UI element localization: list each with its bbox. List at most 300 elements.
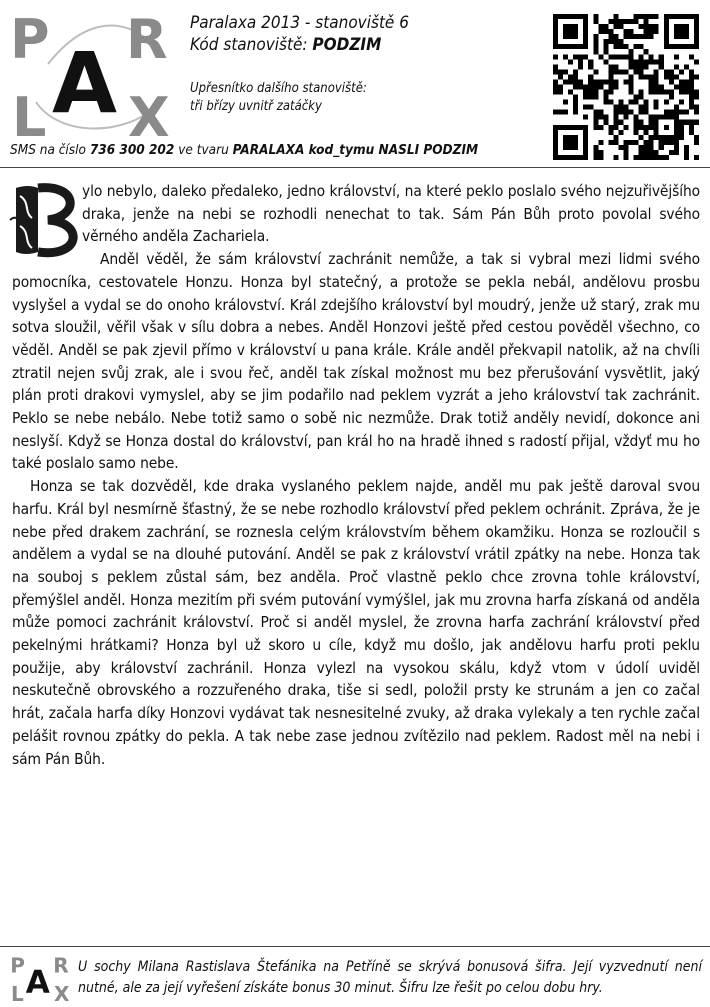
qr-module	[593, 39, 598, 44]
qr-module	[603, 44, 608, 49]
qr-module	[654, 155, 659, 160]
qr-module	[623, 34, 628, 39]
qr-module	[618, 69, 623, 74]
qr-module	[669, 79, 674, 84]
qr-module	[618, 100, 623, 105]
qr-module	[613, 84, 618, 89]
qr-module	[644, 24, 649, 29]
qr-module	[553, 110, 558, 115]
qr-module	[679, 90, 684, 95]
qr-module	[689, 95, 694, 100]
station-code-label: Kód stanoviště:	[190, 35, 308, 55]
qr-module	[629, 100, 634, 105]
qr-module	[588, 79, 593, 84]
qr-module	[563, 79, 568, 84]
qr-module	[674, 145, 679, 150]
qr-module	[644, 100, 649, 105]
logo-letter-a: A	[52, 34, 118, 132]
qr-module	[608, 140, 613, 145]
qr-module	[679, 130, 684, 135]
qr-module	[613, 54, 618, 59]
qr-module	[684, 120, 689, 125]
hint-line-2: tři břízy uvnitř zatáčky	[190, 99, 322, 114]
qr-module	[603, 95, 608, 100]
qr-module	[608, 29, 613, 34]
qr-module	[649, 90, 654, 95]
qr-module	[654, 24, 659, 29]
qr-module	[623, 54, 628, 59]
qr-module	[634, 115, 639, 120]
qr-module	[573, 110, 578, 115]
qr-module	[588, 84, 593, 89]
sms-number: 736 300 202	[89, 142, 175, 158]
qr-module	[568, 74, 573, 79]
qr-module	[613, 135, 618, 140]
logo-letter-l: L	[12, 86, 47, 141]
qr-module	[689, 79, 694, 84]
qr-module	[639, 155, 644, 160]
footer-logo-letter-p: P	[10, 953, 25, 978]
qr-module	[563, 54, 568, 59]
qr-module	[623, 79, 628, 84]
qr-module	[623, 150, 628, 155]
qr-module	[639, 34, 644, 39]
qr-module	[639, 110, 644, 115]
qr-module	[629, 19, 634, 24]
qr-module	[679, 135, 684, 140]
qr-module	[644, 59, 649, 64]
qr-module	[639, 74, 644, 79]
qr-module	[644, 110, 649, 115]
qr-module	[644, 34, 649, 39]
qr-module	[608, 125, 613, 130]
qr-module	[573, 95, 578, 100]
qr-module	[689, 105, 694, 110]
qr-module	[558, 90, 563, 95]
qr-module	[634, 140, 639, 145]
qr-module	[603, 39, 608, 44]
qr-module	[583, 95, 588, 100]
qr-module	[679, 79, 684, 84]
qr-module	[613, 115, 618, 120]
qr-module	[618, 130, 623, 135]
qr-module	[664, 140, 669, 145]
qr-module	[689, 125, 694, 130]
sms-prefix: SMS na číslo	[10, 142, 86, 158]
paralaxa-logo-small	[8, 953, 74, 1003]
qr-module	[644, 64, 649, 69]
qr-module	[684, 150, 689, 155]
qr-module	[644, 140, 649, 145]
qr-module	[588, 64, 593, 69]
qr-module	[679, 69, 684, 74]
qr-module	[644, 155, 649, 160]
qr-module	[618, 39, 623, 44]
qr-module	[573, 69, 578, 74]
qr-module	[674, 110, 679, 115]
qr-module	[674, 150, 679, 155]
qr-module	[578, 79, 583, 84]
qr-module	[649, 125, 654, 130]
qr-module	[618, 19, 623, 24]
qr-module	[593, 19, 598, 24]
qr-module	[598, 84, 603, 89]
qr-module	[679, 84, 684, 89]
qr-module	[558, 84, 563, 89]
qr-module	[608, 54, 613, 59]
qr-module	[603, 29, 608, 34]
qr-module	[618, 145, 623, 150]
qr-module	[634, 120, 639, 125]
qr-module	[568, 59, 573, 64]
qr-module	[598, 140, 603, 145]
qr-module	[629, 110, 634, 115]
qr-module	[684, 90, 689, 95]
qr-module	[603, 24, 608, 29]
qr-module	[593, 44, 598, 49]
qr-module	[578, 54, 583, 59]
qr-module	[618, 120, 623, 125]
qr-module	[613, 105, 618, 110]
qr-module	[639, 14, 644, 19]
qr-module	[684, 110, 689, 115]
qr-module	[593, 110, 598, 115]
qr-module	[553, 90, 558, 95]
qr-module	[608, 74, 613, 79]
qr-module	[629, 34, 634, 39]
qr-module	[669, 140, 674, 145]
qr-module	[644, 49, 649, 54]
qr-module	[674, 140, 679, 145]
ornate-letter-b-icon	[8, 182, 78, 258]
logo-letter-x: X	[128, 86, 170, 141]
story-paragraph-1	[12, 180, 700, 248]
qr-module	[583, 90, 588, 95]
qr-module	[634, 125, 639, 130]
qr-module	[608, 34, 613, 39]
qr-module	[639, 120, 644, 125]
qr-module	[553, 69, 558, 74]
qr-module	[573, 105, 578, 110]
qr-module	[598, 79, 603, 84]
qr-module	[639, 150, 644, 155]
qr-module	[694, 105, 699, 110]
qr-module	[583, 84, 588, 89]
qr-module	[634, 95, 639, 100]
qr-module	[654, 105, 659, 110]
qr-module	[623, 29, 628, 34]
qr-module	[639, 54, 644, 59]
qr-module	[603, 90, 608, 95]
qr-module	[689, 69, 694, 74]
qr-module	[669, 110, 674, 115]
qr-module	[613, 39, 618, 44]
qr-module	[629, 64, 634, 69]
qr-module	[654, 90, 659, 95]
qr-module	[679, 120, 684, 125]
qr-module	[654, 84, 659, 89]
qr-module	[613, 155, 618, 160]
qr-module	[629, 140, 634, 145]
qr-module	[613, 140, 618, 145]
qr-module	[689, 54, 694, 59]
qr-module	[684, 79, 689, 84]
qr-module	[689, 90, 694, 95]
header-divider	[0, 167, 710, 168]
qr-module	[634, 44, 639, 49]
qr-module	[598, 29, 603, 34]
qr-module	[644, 130, 649, 135]
qr-module	[694, 120, 699, 125]
qr-module	[639, 135, 644, 140]
qr-module	[634, 69, 639, 74]
qr-module	[649, 79, 654, 84]
qr-module	[603, 49, 608, 54]
story-paragraph-2: Anděl věděl, že sám království zachránit nemůže, a tak si vybral mezi lidmi svého pomocníka, cestovatele Honzu. Honza byl statečný, a protože se pekla nebál, andělovu prosbu vyslyšel a vydal se do onoho království. Král zdejšího království byl moudrý, jenže už starý, zrak mu sotva sloužil, věřil však v sílu dobra a nebes. Anděl Honzovi ještě před cestou pověděl všechno, co věděl. Anděl se pak zjevil přímo v království u pana krále. Krále anděl překvapil natolik, až na chvíli ztratil nejen svůj zrak, ale i svou řeč, anděl tak získal možnost mu bez přerušování vysvětlit, jaký plán proti drakovi vymyslel, aby se jim podařilo nad peklem vyzrát a jeho království tak zachránit. Peklo se nebe nebálo. Nebe totiž samo o sobě nic nezmůže. Drak totiž anděly nevidí, dokonce ani neslyší. Když se Honza dostal do království, pan král ho na hradě ihned s radostí přijal, vždyť mu ho také poslalo samo nebe.	[12, 250, 700, 473]
qr-module	[694, 74, 699, 79]
qr-module	[689, 100, 694, 105]
qr-module	[598, 110, 603, 115]
station-code-value: PODZIM	[312, 35, 382, 55]
qr-module	[593, 95, 598, 100]
qr-module	[664, 110, 669, 115]
qr-module	[649, 29, 654, 34]
qr-module	[664, 69, 669, 74]
qr-module	[629, 79, 634, 84]
qr-module	[613, 110, 618, 115]
qr-module	[694, 135, 699, 140]
qr-module	[639, 145, 644, 150]
qr-module	[634, 34, 639, 39]
qr-module	[583, 115, 588, 120]
qr-module	[578, 64, 583, 69]
qr-module	[664, 100, 669, 105]
qr-module	[689, 130, 694, 135]
qr-module	[689, 120, 694, 125]
qr-module	[639, 59, 644, 64]
qr-module	[623, 155, 628, 160]
qr-module	[634, 155, 639, 160]
bonus-cipher-note: U sochy Milana Rastislava Štefánika na Petříně se skrývá bonusová šifra. Její vyzvednutí není nutné, ale za její vyřešení získáte bonus 30 minut. Šifru lze řešit po celou dobu hry.	[78, 959, 702, 996]
qr-module	[649, 145, 654, 150]
qr-module	[613, 120, 618, 125]
qr-module	[634, 100, 639, 105]
qr-module	[588, 74, 593, 79]
qr-module	[593, 145, 598, 150]
qr-module	[558, 74, 563, 79]
qr-module	[613, 44, 618, 49]
qr-module	[573, 54, 578, 59]
logo-letter-p: P	[10, 8, 50, 71]
qr-module	[553, 54, 558, 59]
qr-module	[613, 125, 618, 130]
footer-logo-letter-r: R	[53, 953, 69, 978]
qr-module	[593, 49, 598, 54]
qr-align-core	[664, 125, 669, 130]
qr-module	[623, 125, 628, 130]
qr-finder-core	[563, 135, 578, 150]
qr-module	[639, 44, 644, 49]
qr-module	[598, 150, 603, 155]
qr-module	[608, 84, 613, 89]
qr-module	[684, 64, 689, 69]
logo-letter-r: R	[126, 8, 168, 71]
qr-module	[588, 90, 593, 95]
qr-module	[694, 90, 699, 95]
footer-divider	[0, 946, 710, 947]
qr-module	[694, 110, 699, 115]
qr-module	[659, 59, 664, 64]
qr-module	[583, 105, 588, 110]
qr-module	[639, 125, 644, 130]
qr-module	[669, 150, 674, 155]
qr-module	[639, 105, 644, 110]
qr-module	[608, 69, 613, 74]
qr-module	[593, 90, 598, 95]
qr-module	[578, 59, 583, 64]
qr-module	[588, 59, 593, 64]
qr-module	[613, 69, 618, 74]
qr-module	[603, 115, 608, 120]
qr-module	[613, 79, 618, 84]
qr-module	[603, 59, 608, 64]
qr-module	[659, 90, 664, 95]
qr-module	[623, 105, 628, 110]
qr-module	[629, 84, 634, 89]
qr-module	[578, 84, 583, 89]
qr-module	[684, 155, 689, 160]
qr-module	[618, 54, 623, 59]
qr-module	[618, 105, 623, 110]
qr-module	[659, 84, 664, 89]
qr-module	[573, 100, 578, 105]
qr-module	[684, 145, 689, 150]
qr-module	[664, 155, 669, 160]
qr-module	[568, 90, 573, 95]
qr-module	[694, 140, 699, 145]
footer-logo-letter-a: A	[25, 964, 50, 1001]
qr-module	[568, 79, 573, 84]
qr-module	[623, 69, 628, 74]
qr-module	[608, 90, 613, 95]
qr-module	[664, 74, 669, 79]
qr-module	[649, 74, 654, 79]
hint-line-1: Upřesnítko dalšího stanoviště:	[190, 81, 367, 96]
qr-module	[593, 150, 598, 155]
qr-module	[679, 100, 684, 105]
qr-module	[623, 115, 628, 120]
qr-code	[553, 14, 699, 160]
qr-module	[613, 19, 618, 24]
qr-module	[629, 49, 634, 54]
qr-module	[664, 90, 669, 95]
qr-module	[654, 29, 659, 34]
qr-module	[659, 140, 664, 145]
qr-module	[639, 69, 644, 74]
sms-middle: ve tvaru	[178, 142, 229, 158]
qr-module	[583, 54, 588, 59]
qr-module	[608, 130, 613, 135]
qr-module	[684, 84, 689, 89]
qr-module	[649, 54, 654, 59]
qr-module	[634, 64, 639, 69]
qr-module	[639, 90, 644, 95]
qr-module	[654, 69, 659, 74]
qr-module	[649, 59, 654, 64]
qr-module	[553, 84, 558, 89]
qr-module	[588, 95, 593, 100]
qr-module	[674, 105, 679, 110]
qr-module	[644, 145, 649, 150]
qr-module	[644, 150, 649, 155]
qr-module	[634, 14, 639, 19]
header	[190, 12, 540, 116]
qr-module	[608, 79, 613, 84]
qr-module	[694, 59, 699, 64]
qr-module	[644, 105, 649, 110]
qr-module	[613, 34, 618, 39]
qr-module	[669, 69, 674, 74]
qr-module	[639, 95, 644, 100]
qr-module	[644, 125, 649, 130]
qr-module	[649, 34, 654, 39]
qr-module	[598, 155, 603, 160]
qr-module	[623, 19, 628, 24]
qr-module	[689, 84, 694, 89]
qr-module	[669, 95, 674, 100]
qr-module	[649, 84, 654, 89]
qr-module	[618, 24, 623, 29]
qr-module	[598, 24, 603, 29]
qr-module	[598, 115, 603, 120]
qr-module	[634, 130, 639, 135]
qr-module	[639, 24, 644, 29]
qr-finder-core	[674, 24, 689, 39]
footer-logo-letter-x: X	[53, 982, 70, 1003]
qr-module	[659, 155, 664, 160]
qr-module	[593, 69, 598, 74]
qr-module	[654, 100, 659, 105]
qr-module	[608, 19, 613, 24]
qr-module	[608, 100, 613, 105]
qr-module	[674, 74, 679, 79]
qr-module	[694, 95, 699, 100]
qr-module	[674, 84, 679, 89]
qr-module	[553, 64, 558, 69]
qr-module	[694, 155, 699, 160]
qr-module	[593, 34, 598, 39]
qr-module	[623, 145, 628, 150]
qr-module	[558, 110, 563, 115]
qr-module	[649, 24, 654, 29]
qr-module	[654, 14, 659, 19]
qr-module	[553, 79, 558, 84]
qr-module	[644, 19, 649, 24]
qr-module	[654, 74, 659, 79]
qr-module	[563, 69, 568, 74]
qr-module	[563, 100, 568, 105]
qr-module	[629, 54, 634, 59]
qr-module	[593, 84, 598, 89]
qr-module	[593, 14, 598, 19]
qr-module	[659, 64, 664, 69]
qr-module	[613, 14, 618, 19]
qr-module	[618, 110, 623, 115]
qr-module	[649, 155, 654, 160]
qr-finder-core	[563, 24, 578, 39]
qr-module	[593, 125, 598, 130]
qr-module	[644, 29, 649, 34]
